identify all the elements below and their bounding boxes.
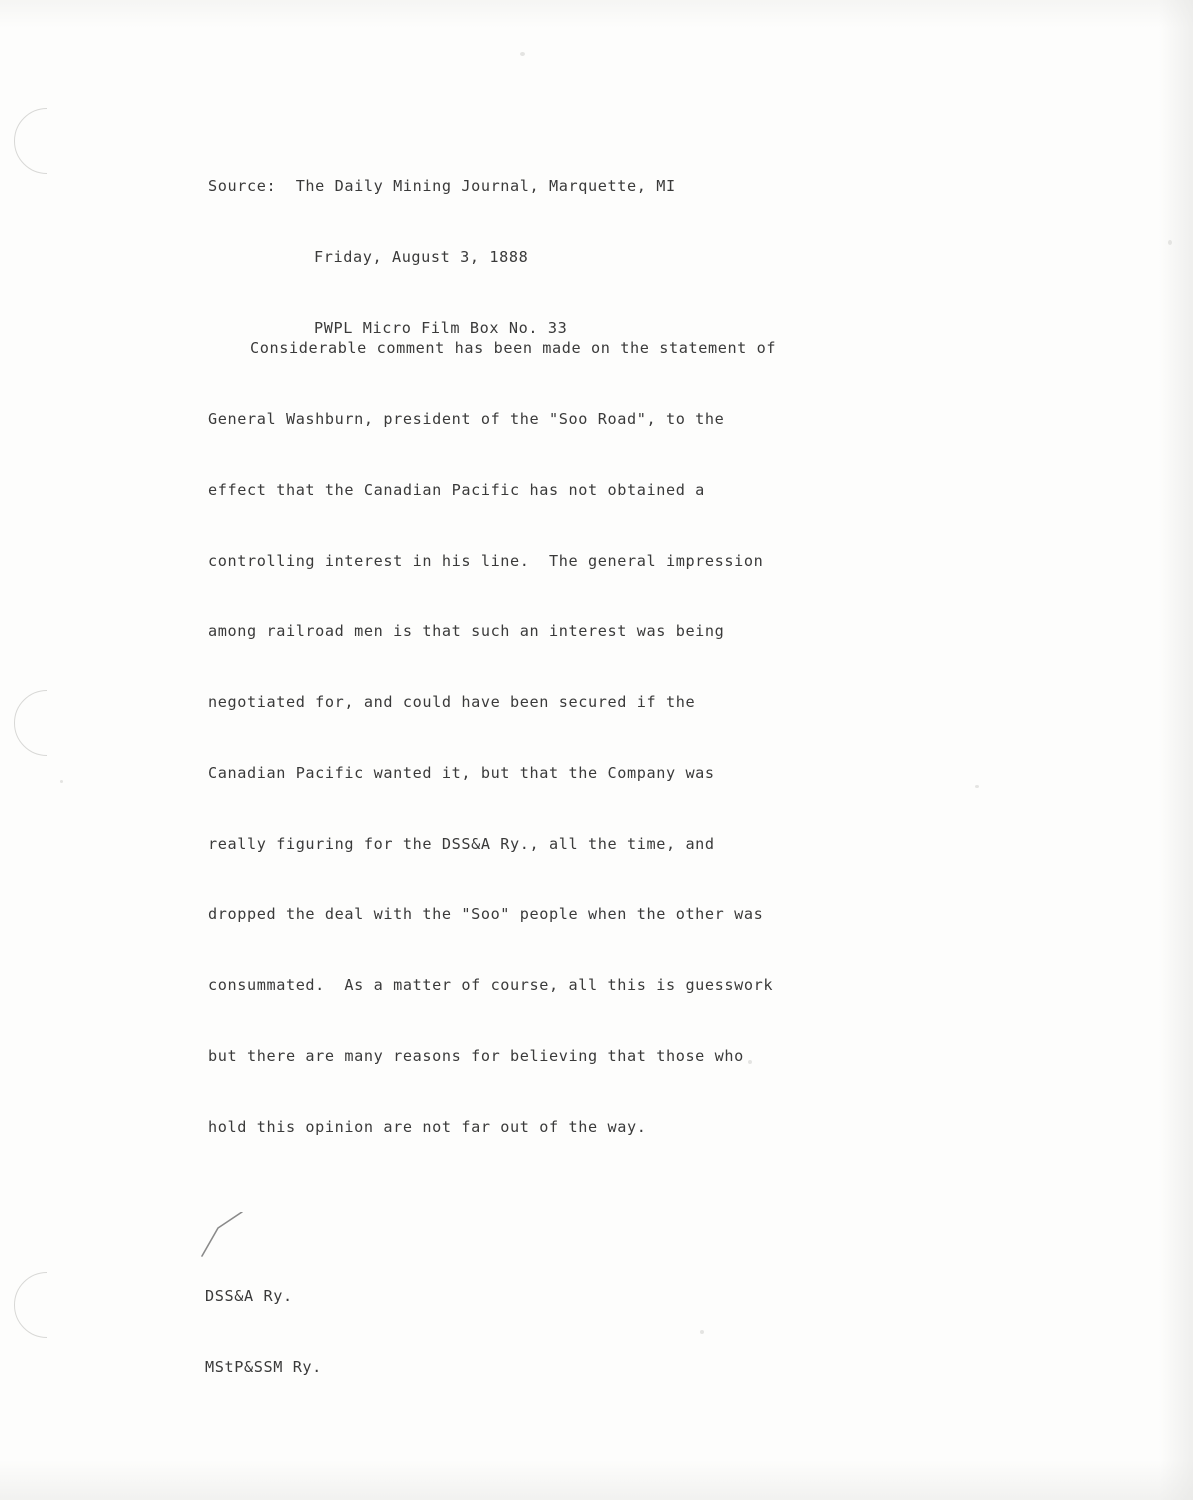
punch-hole-arc-icon (14, 108, 80, 174)
scan-speck (700, 1330, 704, 1334)
punch-hole-arc-icon (14, 690, 80, 756)
scan-speck (1168, 240, 1172, 245)
source-line-date: Friday, August 3, 1888 (314, 247, 529, 266)
railroad-index-line: DSS&A Ry. (205, 1287, 293, 1306)
body-line: General Washburn, president of the "Soo Road", to the (208, 409, 725, 428)
body-line: effect that the Canadian Pacific has not obtained a (208, 480, 705, 499)
body-line: controlling interest in his line. The general impression (208, 551, 764, 570)
source-line-publication: Source: The Daily Mining Journal, Marquette, MI (208, 177, 676, 196)
scan-speck (975, 785, 979, 788)
scan-shading-bottom (0, 1460, 1193, 1500)
body-line: hold this opinion are not far out of the way. (208, 1117, 647, 1136)
railroad-index-line: MStP&SSM Ry. (205, 1357, 322, 1376)
scan-speck (520, 52, 525, 56)
body-line: among railroad men is that such an interest was being (208, 622, 725, 641)
article-body (208, 290, 908, 1187)
railroad-index-block (205, 1238, 322, 1427)
body-line: dropped the deal with the "Soo" people when the other was (208, 905, 764, 924)
body-line: really figuring for the DSS&A Ry., all the time, and (208, 834, 715, 853)
body-line: consummated. As a matter of course, all this is guesswork (208, 976, 774, 995)
body-line: but there are many reasons for believing that those who (208, 1047, 744, 1065)
scan-shading-top (0, 0, 1193, 28)
scan-shading-right (1159, 0, 1193, 1500)
body-line: Considerable comment has been made on the statement of (250, 339, 777, 358)
body-line: negotiated for, and could have been secured if the (208, 693, 696, 712)
scan-speck (60, 780, 63, 783)
body-line: Canadian Pacific wanted it, but that the Company was (208, 763, 715, 782)
punch-hole-arc-icon (14, 1272, 80, 1338)
source-line-archive: PWPL Micro Film Box No. 33 (314, 318, 568, 337)
